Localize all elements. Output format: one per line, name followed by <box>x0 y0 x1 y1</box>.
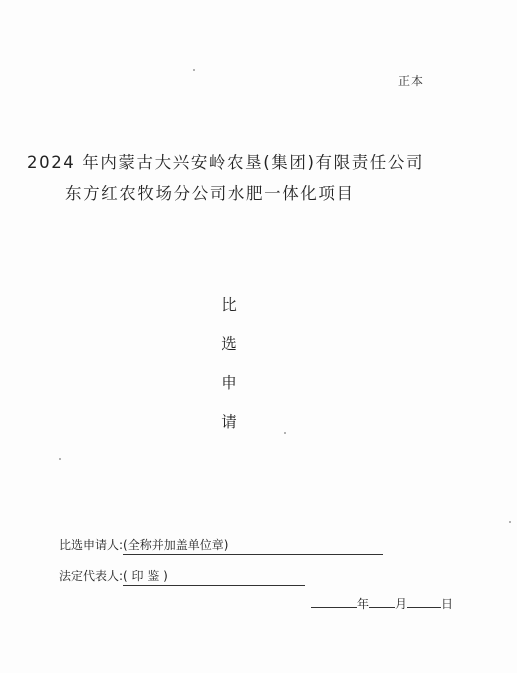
legal-representative-label: 法定代表人: <box>59 569 124 583</box>
scan-speck <box>509 521 511 523</box>
day-blank[interactable] <box>407 595 441 608</box>
month-blank[interactable] <box>369 595 395 608</box>
month-label: 月 <box>395 597 408 611</box>
date-row <box>311 595 453 612</box>
applicant-row <box>59 536 383 555</box>
day-label: 日 <box>441 597 454 611</box>
document-type-char: 比 <box>221 296 237 314</box>
document-type-vertical <box>219 295 239 451</box>
project-title-line-1: 2024 年内蒙古大兴安岭农垦(集团)有限责任公司 <box>27 153 425 172</box>
document-type-char: 请 <box>221 413 237 431</box>
original-copy-mark: 正本 <box>398 74 425 88</box>
document-type-char: 选 <box>221 335 237 353</box>
applicant-label: 比选申请人: <box>59 538 124 552</box>
year-label: 年 <box>357 597 370 611</box>
scan-speck <box>284 432 286 434</box>
legal-representative-row <box>59 567 305 586</box>
applicant-hint: (全称并加盖单位章) <box>123 538 229 552</box>
legal-representative-field[interactable] <box>123 567 305 586</box>
legal-representative-hint: ( 印 鉴 ) <box>123 569 168 583</box>
project-title-line-2: 东方红农牧场分公司水肥一体化项目 <box>65 184 355 203</box>
scan-speck <box>193 69 195 71</box>
year-blank[interactable] <box>311 595 357 608</box>
document-type-char: 申 <box>221 374 237 392</box>
scan-speck <box>59 458 61 460</box>
applicant-field[interactable] <box>123 536 383 555</box>
